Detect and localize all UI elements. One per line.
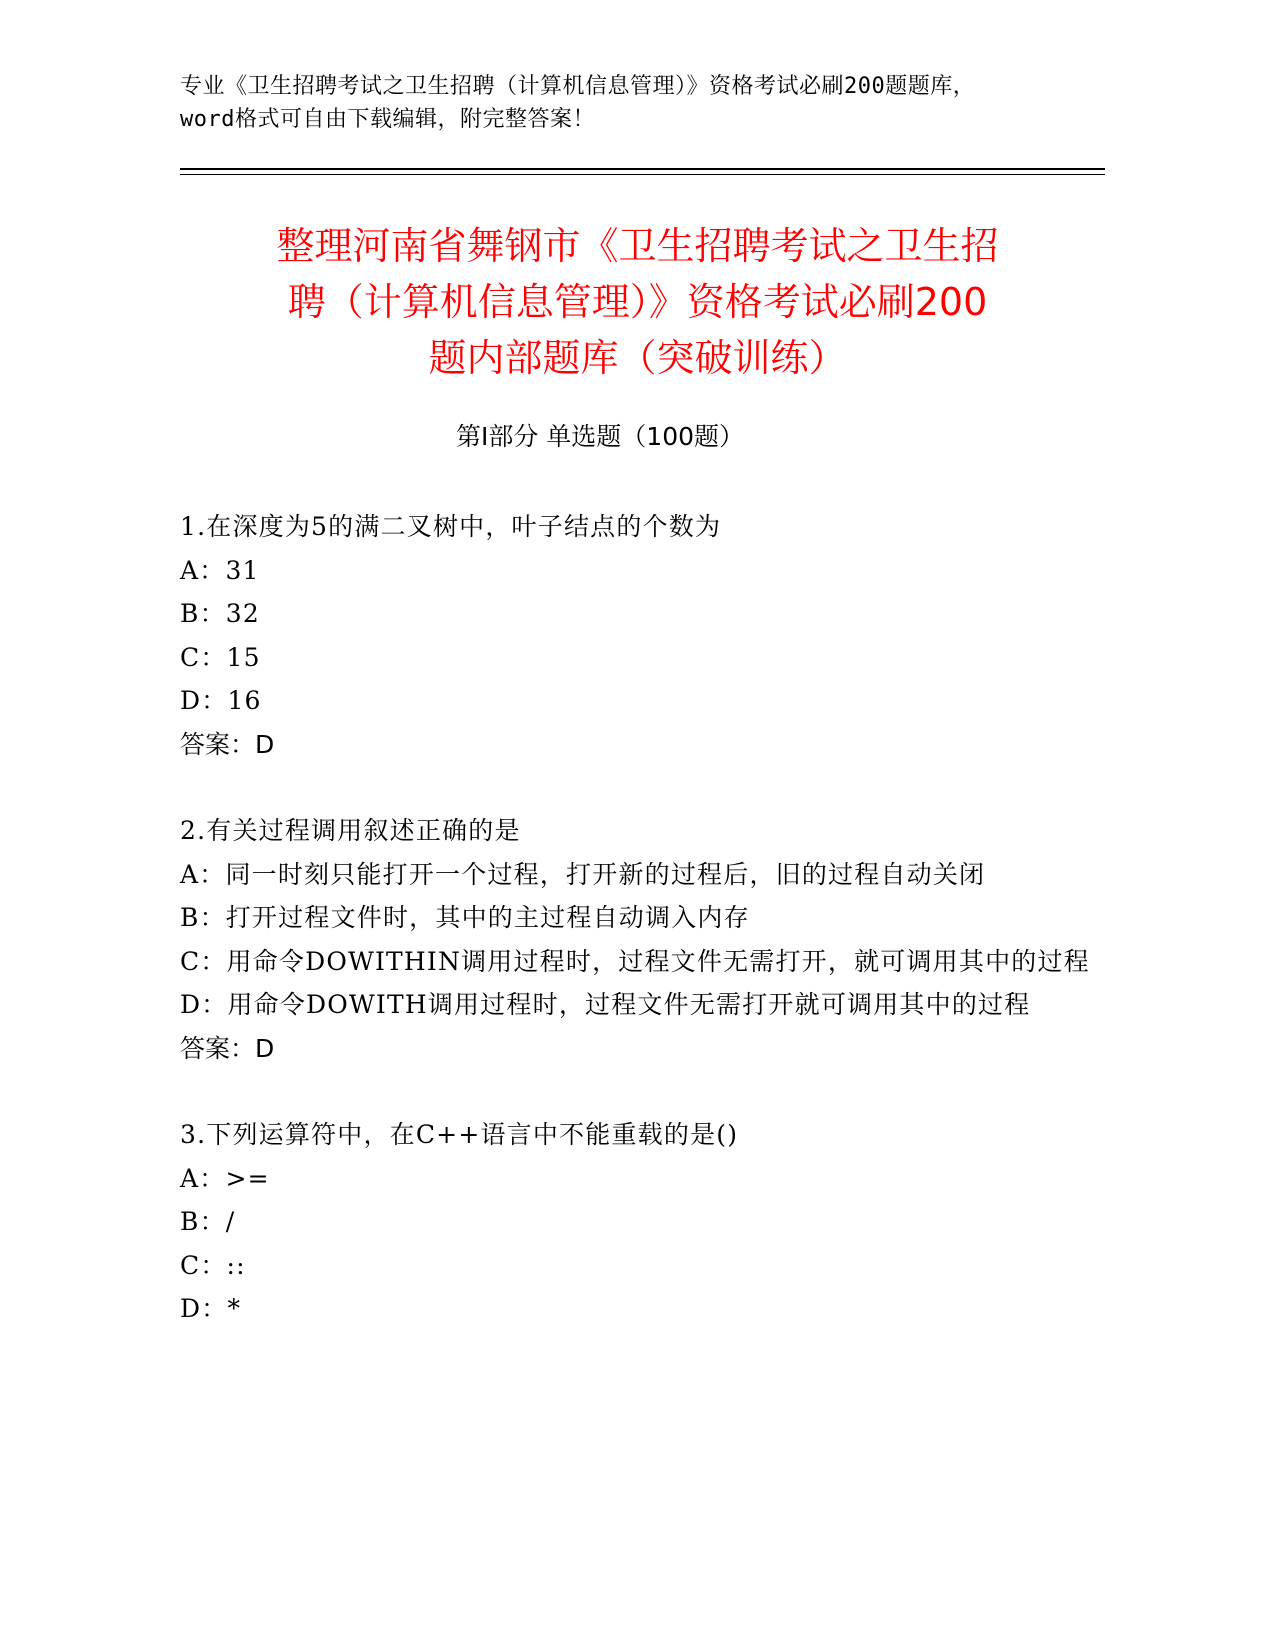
- option-d: D：用命令DOWITH调用过程时，过程文件无需打开就可调用其中的过程: [180, 990, 1031, 1019]
- answer-line: 答案：D: [180, 1033, 275, 1063]
- option-c: C：15: [180, 642, 261, 672]
- answer-line: 答案：D: [180, 729, 275, 759]
- question-list: [180, 505, 1120, 1374]
- option-a: A：>=: [180, 1163, 270, 1193]
- header-note-line-1: 专业《卫生招聘考试之卫生招聘（计算机信息管理）》资格考试必刷200题题库，: [180, 74, 976, 99]
- option-a: A：31: [180, 555, 260, 585]
- option-d: D：*: [180, 1294, 242, 1323]
- header-note: [180, 70, 1110, 136]
- header-divider-thin: [180, 174, 1105, 175]
- question-1: [180, 505, 1120, 766]
- header-divider-thick: [180, 168, 1105, 170]
- option-b: B：32: [180, 599, 260, 628]
- header-note-line-2: word格式可自由下载编辑，附完整答案！: [180, 107, 595, 132]
- question-2: [180, 809, 1120, 1070]
- question-3: [180, 1113, 1120, 1331]
- document-title-line-3: 题内部题库（突破训练）: [428, 336, 847, 380]
- question-stem: 1.在深度为5的满二叉树中，叶子结点的个数为: [180, 512, 722, 541]
- option-a: A：同一时刻只能打开一个过程，打开新的过程后，旧的过程自动关闭: [180, 859, 986, 889]
- option-b: B：打开过程文件时，其中的主过程自动调入内存: [180, 903, 750, 932]
- option-c: C：::: [180, 1250, 246, 1280]
- document-title-line-2: 聘（计算机信息管理）》资格考试必刷200: [287, 280, 988, 324]
- section-title: 第Ⅰ部分 单选题（100题）: [455, 422, 745, 451]
- document-title-line-1: 整理河南省舞钢市《卫生招聘考试之卫生招: [276, 224, 999, 268]
- question-stem: 2.有关过程调用叙述正确的是: [180, 816, 521, 845]
- document-title: [150, 218, 1125, 386]
- question-stem: 3.下列运算符中，在C++语言中不能重载的是(): [180, 1120, 739, 1149]
- option-b: B：/: [180, 1207, 236, 1236]
- option-d: D：16: [180, 686, 262, 715]
- option-c: C：用命令DOWITHIN调用过程时，过程文件无需打开，就可调用其中的过程: [180, 946, 1090, 976]
